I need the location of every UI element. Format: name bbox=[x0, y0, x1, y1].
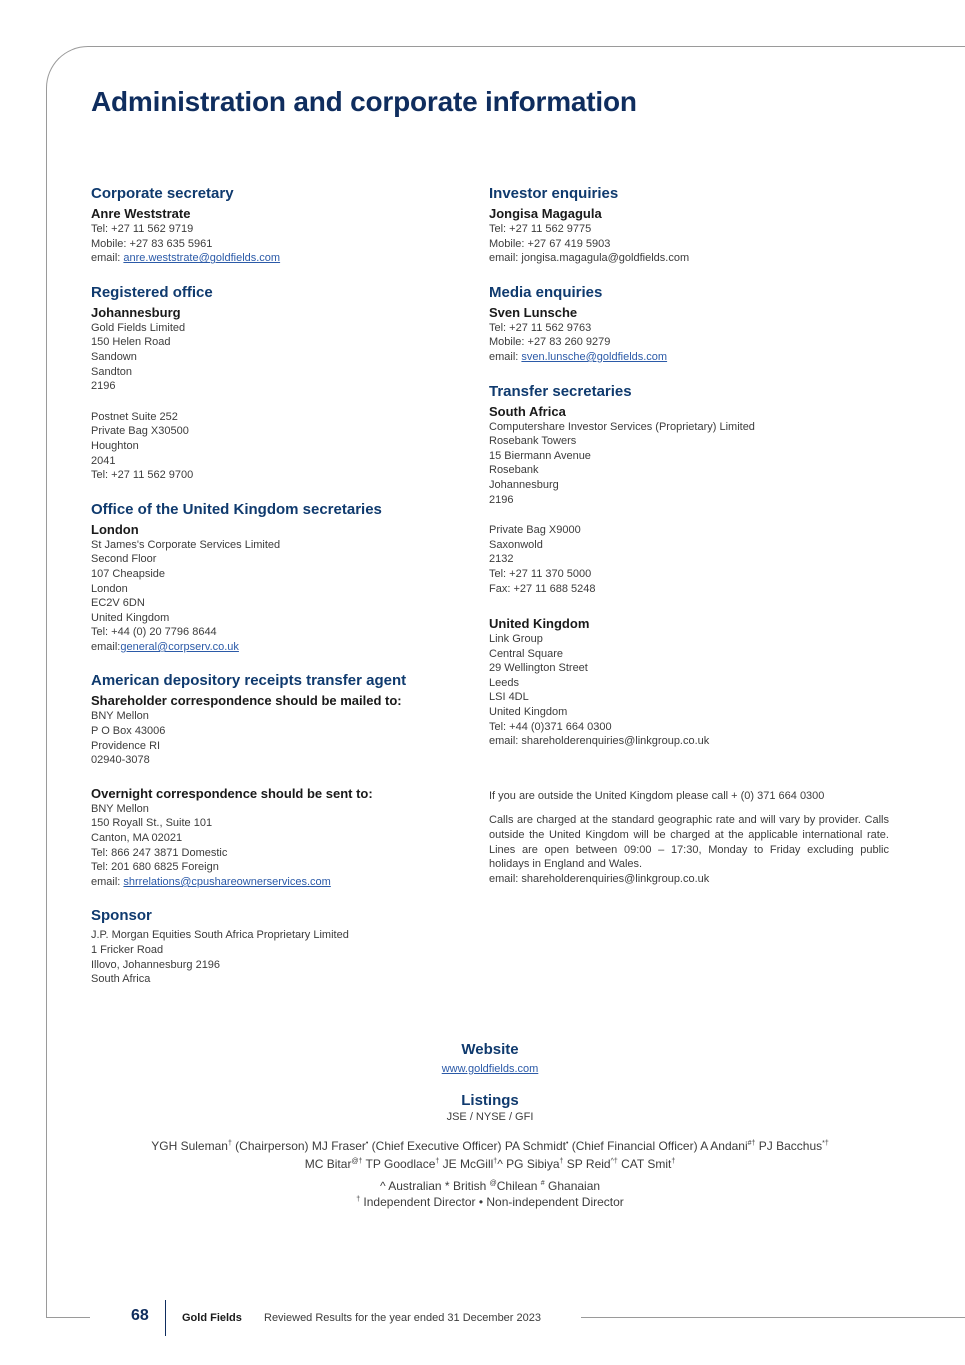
section-heading: Office of the United Kingdom secretaries bbox=[91, 500, 382, 518]
location: South Africa bbox=[489, 403, 566, 419]
director-role: (Chief Financial Officer) bbox=[568, 1139, 701, 1153]
tel: Tel: 201 680 6825 Foreign bbox=[91, 861, 219, 874]
email-line bbox=[91, 640, 491, 655]
email-line: email: shareholderenquiries@linkgroup.co.uk bbox=[489, 872, 710, 885]
legend-text: Ghanaian bbox=[544, 1179, 601, 1193]
email-line bbox=[91, 251, 491, 266]
contact-name: Sven Lunsche bbox=[489, 304, 578, 320]
address-line: 150 Helen Road bbox=[91, 336, 171, 349]
address-line: BNY Mellon bbox=[91, 802, 149, 815]
address-line: Sandown bbox=[91, 350, 137, 363]
directors-block bbox=[0, 1137, 965, 1211]
address-line: Illovo, Johannesburg 2196 bbox=[91, 958, 221, 971]
address-line: J.P. Morgan Equities South Africa Proprietary Limited bbox=[91, 929, 349, 942]
tel: Tel: +27 11 562 9775 bbox=[489, 223, 592, 235]
page-title: Administration and corporate information bbox=[91, 86, 637, 117]
address-line: 29 Wellington Street bbox=[489, 662, 588, 675]
legend-text: Chilean bbox=[496, 1179, 541, 1193]
director-mark: • bbox=[565, 1140, 569, 1147]
section-heading: Media enquiries bbox=[489, 283, 603, 301]
section-heading: Corporate secretary bbox=[91, 185, 234, 202]
fax: Fax: +27 11 688 5248 bbox=[489, 582, 596, 595]
section-heading: Registered office bbox=[91, 283, 213, 301]
address-line: United Kingdom bbox=[489, 706, 568, 719]
legend-mark: # bbox=[540, 1180, 545, 1187]
right-column bbox=[489, 185, 889, 904]
address-line: LSI 4DL bbox=[489, 691, 529, 704]
section-heading: Sponsor bbox=[91, 907, 152, 925]
location: United Kingdom bbox=[489, 616, 590, 632]
email-line bbox=[489, 350, 889, 365]
director-name: PA Schmidt bbox=[504, 1139, 566, 1153]
director-name: MC Bitar bbox=[304, 1157, 352, 1171]
email-prefix: email: bbox=[91, 875, 124, 888]
corporate-secretary-section bbox=[91, 185, 491, 266]
postal-line: Private Bag X9000 bbox=[489, 524, 581, 537]
tel: Tel: +44 (0) 20 7796 8644 bbox=[91, 626, 217, 639]
director-suffix: ^ bbox=[497, 1157, 503, 1171]
section-heading: Transfer secretaries bbox=[489, 382, 632, 400]
postal-line: Houghton bbox=[91, 439, 139, 452]
tel: Tel: +44 (0)371 664 0300 bbox=[489, 720, 612, 733]
director-mark: ^† bbox=[610, 1158, 618, 1165]
mobile: Mobile: +27 83 635 5961 bbox=[91, 237, 213, 250]
mobile: Mobile: +27 67 419 5903 bbox=[489, 237, 611, 250]
listings-value: JSE / NYSE / GFI bbox=[446, 1111, 534, 1123]
postal-line: Saxonwold bbox=[489, 538, 543, 551]
mobile: Mobile: +27 83 260 9279 bbox=[489, 336, 611, 349]
director-mark: † bbox=[671, 1158, 676, 1165]
tel: Tel: 866 247 3871 Domestic bbox=[91, 846, 228, 859]
sponsor-section bbox=[91, 907, 491, 986]
legend-text: Independent Director • Non-independent Director bbox=[360, 1195, 624, 1209]
legend-text: ^ Australian * British bbox=[379, 1179, 490, 1193]
director-name: PG Sibiya bbox=[502, 1157, 560, 1171]
email-link[interactable]: shrrelations@cpushareownerservices.com bbox=[123, 875, 331, 888]
address-line: Sandton bbox=[91, 365, 132, 378]
page-footer bbox=[0, 1300, 965, 1336]
listings-heading: Listings bbox=[461, 1092, 519, 1109]
director-name: SP Reid bbox=[563, 1157, 611, 1171]
uk-secretaries-section bbox=[91, 501, 491, 655]
director-mark: † bbox=[493, 1158, 498, 1165]
email-link[interactable]: general@corpserv.co.uk bbox=[120, 640, 239, 653]
address-line: 1 Fricker Road bbox=[91, 944, 164, 956]
overnight-instruction: Overnight correspondence should be sent to: bbox=[91, 785, 373, 801]
director-name: PJ Bacchus bbox=[755, 1139, 823, 1153]
listings-block bbox=[0, 1092, 965, 1125]
directors-line-1 bbox=[0, 1137, 965, 1155]
director-name: YGH Suleman bbox=[151, 1139, 228, 1153]
director-name: CAT Smit bbox=[617, 1157, 672, 1171]
email-prefix: email: bbox=[91, 252, 124, 265]
address-line: Canton, MA 02021 bbox=[91, 832, 183, 845]
transfer-secretaries-section bbox=[489, 383, 889, 887]
address-line: South Africa bbox=[91, 973, 151, 986]
contact-name: Anre Weststrate bbox=[91, 206, 191, 221]
director-mark: † bbox=[435, 1158, 440, 1165]
address-line: 107 Cheapside bbox=[91, 567, 166, 580]
address-line: Gold Fields Limited bbox=[91, 321, 186, 334]
address-line: 2196 bbox=[91, 380, 116, 393]
contact-name: Jongisa Magagula bbox=[489, 206, 602, 221]
director-mark: *† bbox=[822, 1140, 829, 1147]
address-line: 15 Biermann Avenue bbox=[489, 449, 591, 462]
director-name: MJ Fraser bbox=[311, 1139, 366, 1153]
postal-line: 2132 bbox=[489, 553, 514, 566]
address-line: EC2V 6DN bbox=[91, 597, 145, 610]
tel: Tel: +27 11 562 9763 bbox=[489, 321, 592, 334]
director-name: A Andani bbox=[700, 1139, 748, 1153]
address-line: Link Group bbox=[489, 633, 543, 646]
postal-line: Postnet Suite 252 bbox=[91, 410, 178, 423]
address-line: London bbox=[91, 582, 128, 595]
address-line: 02940-3078 bbox=[91, 754, 150, 767]
legend-mark: † bbox=[356, 1196, 361, 1203]
call-charges-note: Calls are charged at the standard geographic rate and will vary by provider. Calls outside the United Kingdom will be charged at the applicable international rate. Lines are open between 09:00 – 17:30, Monday to Friday excluding public holidays in England and Wales. bbox=[489, 814, 889, 871]
location: London bbox=[91, 521, 139, 537]
email-line: email: jongisa.magagula@goldfields.com bbox=[489, 252, 690, 265]
registered-office-section bbox=[91, 284, 491, 483]
page-number: 68 bbox=[131, 1307, 149, 1324]
address-line: Rosebank Towers bbox=[489, 435, 577, 448]
address-line: St James's Corporate Services Limited bbox=[91, 538, 281, 551]
tel: Tel: +27 11 562 9719 bbox=[91, 223, 194, 235]
tel: Tel: +27 11 370 5000 bbox=[489, 567, 592, 580]
director-name: TP Goodlace bbox=[362, 1157, 436, 1171]
director-role: (Chief Executive Officer) bbox=[368, 1139, 505, 1153]
address-line: Leeds bbox=[489, 676, 519, 689]
legend-mark: @ bbox=[489, 1180, 497, 1187]
address-line: P O Box 43006 bbox=[91, 725, 166, 738]
director-mark: † bbox=[227, 1140, 232, 1147]
mail-instruction: Shareholder correspondence should be mailed to: bbox=[91, 693, 402, 709]
director-name: JE McGill bbox=[439, 1157, 494, 1171]
director-mark: • bbox=[365, 1140, 369, 1147]
director-mark: #† bbox=[747, 1140, 756, 1147]
address-line: Rosebank bbox=[489, 464, 539, 477]
address-line: 2196 bbox=[489, 493, 514, 506]
email-line: email: shareholderenquiries@linkgroup.co.uk bbox=[489, 735, 710, 748]
footer-report-title: Reviewed Results for the year ended 31 December 2023 bbox=[264, 1312, 541, 1324]
section-heading: Investor enquiries bbox=[489, 185, 619, 202]
section-heading: American depository receipts transfer agent bbox=[91, 672, 407, 690]
address-line: Second Floor bbox=[91, 553, 157, 566]
investor-enquiries-section bbox=[489, 185, 889, 266]
address-line: 150 Royall St., Suite 101 bbox=[91, 817, 213, 830]
media-enquiries-section bbox=[489, 284, 889, 365]
outside-uk-note: If you are outside the United Kingdom please call + (0) 371 664 0300 bbox=[489, 789, 825, 802]
postal-line: Private Bag X30500 bbox=[91, 425, 189, 438]
director-mark: † bbox=[559, 1158, 564, 1165]
footer-brand: Gold Fields bbox=[182, 1312, 242, 1324]
postal-line: Tel: +27 11 562 9700 bbox=[91, 469, 194, 482]
email-link[interactable]: anre.weststrate@goldfields.com bbox=[123, 252, 281, 265]
left-column bbox=[91, 185, 491, 1005]
email-line bbox=[91, 875, 491, 890]
address-line: Computershare Investor Services (Proprietary) Limited bbox=[489, 420, 755, 433]
email-link[interactable]: sven.lunsche@goldfields.com bbox=[521, 350, 668, 363]
email-prefix: email: bbox=[489, 350, 522, 363]
footer-divider bbox=[165, 1300, 166, 1336]
email-prefix: email: bbox=[91, 640, 121, 653]
postal-line: 2041 bbox=[91, 454, 116, 467]
website-block bbox=[0, 1041, 965, 1077]
footer-rule bbox=[581, 1317, 965, 1318]
address-line: Central Square bbox=[489, 647, 563, 660]
address-line: BNY Mellon bbox=[91, 710, 149, 723]
directors-line-2 bbox=[0, 1155, 965, 1173]
location: Johannesburg bbox=[91, 304, 181, 320]
director-mark: @† bbox=[351, 1158, 363, 1165]
director-role: (Chairperson) bbox=[231, 1139, 312, 1153]
adr-agent-section bbox=[91, 672, 491, 889]
address-line: United Kingdom bbox=[91, 611, 170, 624]
address-line: Providence RI bbox=[91, 739, 161, 752]
website-link[interactable]: www.goldfields.com bbox=[441, 1063, 539, 1075]
director-type-legend bbox=[0, 1193, 965, 1211]
website-heading: Website bbox=[461, 1041, 519, 1058]
address-line: Johannesburg bbox=[489, 478, 559, 491]
